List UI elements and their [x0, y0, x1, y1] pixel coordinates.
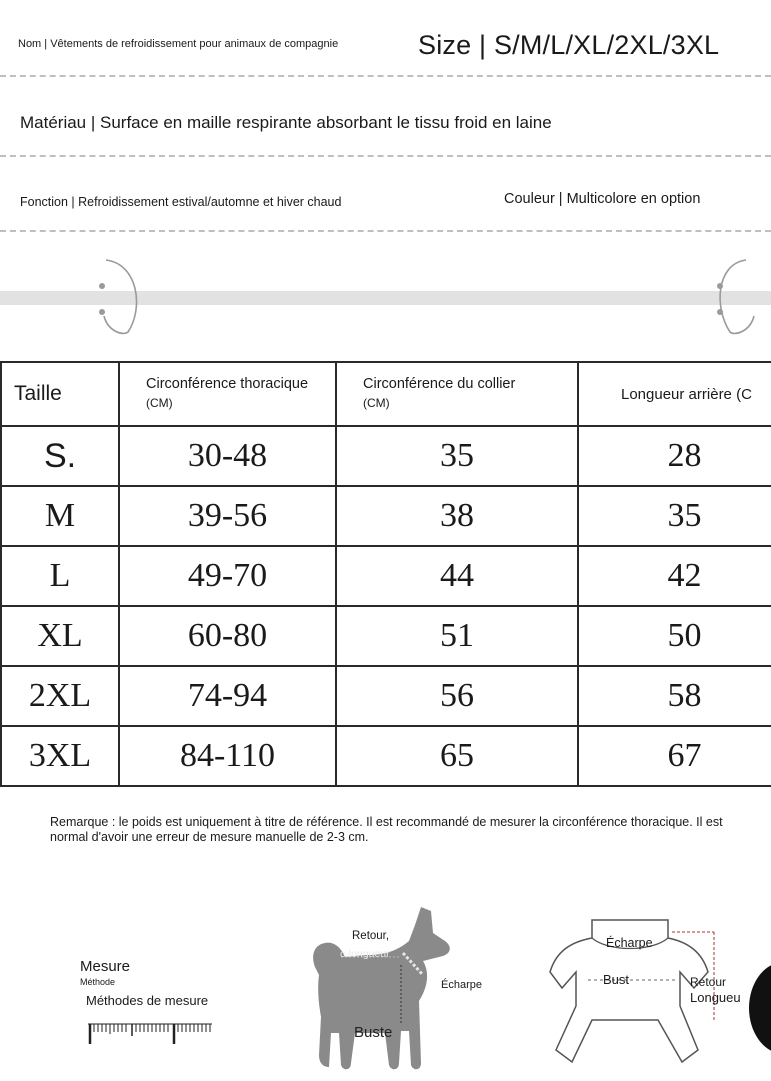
header-chest-unit: (CM): [146, 396, 173, 410]
dog-label-back: Retour,: [352, 930, 390, 942]
header-collar: [336, 362, 578, 426]
measure-title: Mesure: [80, 958, 131, 975]
left-hook-icon: [98, 258, 142, 338]
remark-note: Remarque : le poids est uniquement à titre de référence. Il est recommandé de mesurer la circonférence thoracique. Il est normal d'avoir une erreur de mesure manuelle de 2-3 cm.: [50, 815, 723, 844]
ruler-icon: [88, 1018, 212, 1044]
right-hook-icon: [716, 258, 760, 338]
cell-collar: 38: [336, 486, 578, 546]
shirt-label-scarf: Écharpe: [606, 936, 653, 950]
cell-size: 2XL: [1, 666, 119, 726]
cell-size: S.: [1, 426, 119, 486]
cell-size: XL: [1, 606, 119, 666]
function-line: Fonction | Refroidissement estival/automne et hiver chaud: [20, 195, 342, 209]
divider: [0, 230, 771, 232]
color-line: Couleur | Multicolore en option: [504, 191, 701, 207]
header-size: Taille: [1, 362, 119, 426]
cell-back: 67: [578, 726, 771, 786]
table-row: [1, 426, 771, 486]
cell-chest: 39-56: [119, 486, 336, 546]
divider: [0, 75, 771, 77]
cell-collar: 56: [336, 666, 578, 726]
size-line: Size | S/M/L/XL/2XL/3XL: [418, 30, 720, 60]
header-back-length: Longueur arrière (C: [578, 362, 771, 426]
dog-label-bust: Buste: [354, 1024, 393, 1041]
table-row: [1, 726, 771, 786]
cell-back: 42: [578, 546, 771, 606]
material-line: Matériau | Surface en maille respirante absorbant le tissu froid en laine: [20, 113, 552, 132]
cell-collar: 44: [336, 546, 578, 606]
cell-chest: 30-48: [119, 426, 336, 486]
cell-chest: 49-70: [119, 546, 336, 606]
dog-label-length: c-longueur: [340, 948, 390, 960]
cell-collar: 51: [336, 606, 578, 666]
header-collar-label: Circonférence du collier: [363, 376, 516, 392]
table-row: [1, 666, 771, 726]
shirt-label-back: Retour: [690, 975, 727, 989]
cell-chest: 60-80: [119, 606, 336, 666]
cell-size: L: [1, 546, 119, 606]
cell-chest: 74-94: [119, 666, 336, 726]
cell-back: 58: [578, 666, 771, 726]
table-header-row: [1, 362, 771, 426]
cell-size: M: [1, 486, 119, 546]
divider: [0, 155, 771, 157]
cell-back: 28: [578, 426, 771, 486]
shirt-label-length: Longueu: [690, 990, 741, 1005]
table-row: [1, 486, 771, 546]
table-row: [1, 546, 771, 606]
dog-label-scarf: Écharpe: [441, 979, 482, 991]
cell-back: 35: [578, 486, 771, 546]
cell-size: 3XL: [1, 726, 119, 786]
shirt-label-bust: Bust: [603, 972, 630, 987]
overlay-circle: [749, 962, 771, 1054]
cell-back: 50: [578, 606, 771, 666]
cell-collar: 65: [336, 726, 578, 786]
cell-collar: 35: [336, 426, 578, 486]
measure-methods: Méthodes de mesure: [86, 993, 209, 1008]
table-row: [1, 606, 771, 666]
product-name-line: Nom | Vêtements de refroidissement pour animaux de compagnie: [18, 38, 339, 50]
header-chest: [119, 362, 336, 426]
header-collar-unit: (CM): [363, 396, 390, 410]
header-chest-label: Circonférence thoracique: [146, 376, 309, 392]
cell-chest: 84-110: [119, 726, 336, 786]
size-chart-table: [0, 361, 771, 787]
measure-subtitle: Méthode: [80, 977, 116, 987]
